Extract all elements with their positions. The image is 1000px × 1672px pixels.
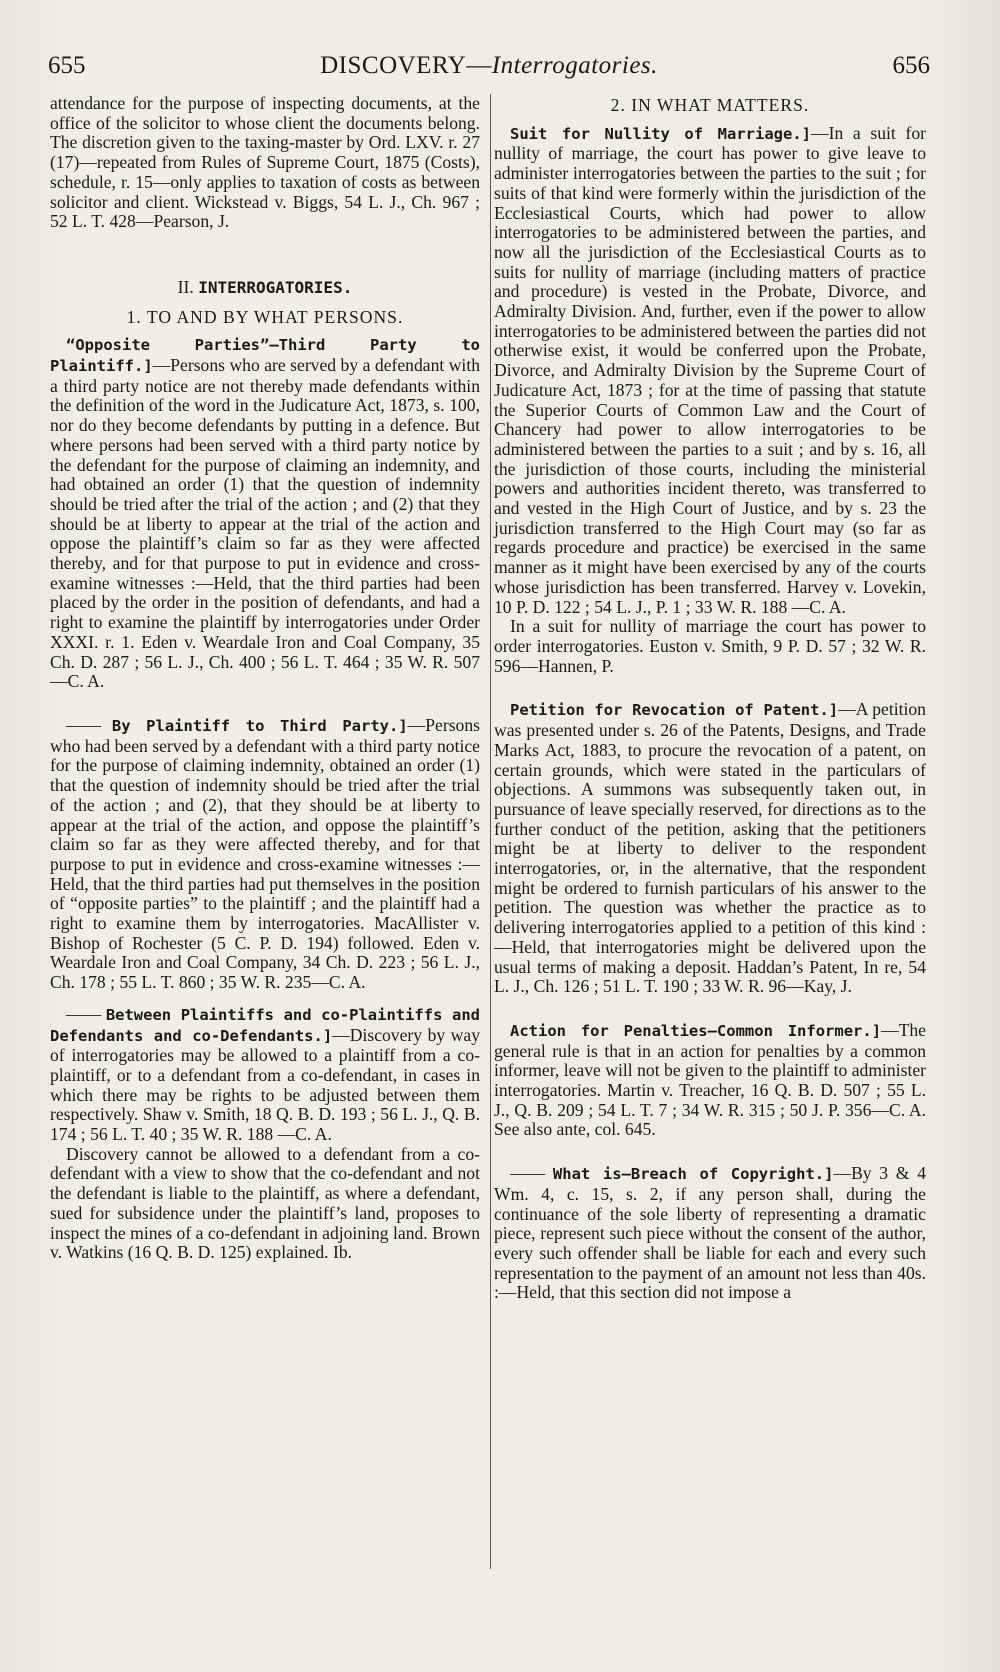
running-title-main: DISCOVERY— <box>320 52 492 79</box>
entry-heading: Action for Penalties—Common Informer.] <box>510 1021 882 1040</box>
section-title: INTERROGATORIES. <box>198 277 353 297</box>
column-left <box>50 94 480 1263</box>
entry-heading: Suit for Nullity of Marriage.] <box>510 124 811 143</box>
running-header <box>48 46 930 86</box>
entry-penalties-informer <box>494 1021 926 1140</box>
entry-co-plaintiffs <box>50 1005 480 1145</box>
entry-dash: —— <box>66 714 102 735</box>
entry-heading: Petition for Revocation of Patent.] <box>510 701 839 720</box>
entry-heading: Between Plaintiffs and co-Plaintiffs and Defendants and co-Defendants.] <box>50 1005 480 1045</box>
running-title-italic: Interrogatories. <box>491 52 658 79</box>
entry-text: —A petition was presented under s. 26 of the Patents, Designs, and Trade Marks Act, 1883, to procure the revocation of a patent, on certain grounds, which were stated in the particulars of objections. A summons was subsequently taken out, in pursuance of leave specially reserved, for directions as to the further conduct of the petition, asking that the petitioners might be at liberty to deliver to the respondent interrogatories, or, in the alternative, that the respondent might be ordered to furnish particulars of his answer to the petition. The question was whether the practice as to delivering interrogatories applied to a petition of this kind :—Held, that interrogatories might be delivered upon the usual terms of making a deposit. Haddan’s Patent, In re, 54 L. J., Ch. 126 ; 51 L. T. 190 ; 33 W. R. 96—Kay, J. <box>494 699 926 997</box>
column-right <box>494 94 926 1303</box>
entry-opposite-parties <box>50 335 480 692</box>
entry-heading: By Plaintiff to Third Party.] <box>111 716 408 735</box>
entry-text: —Discovery by way of interrogatories may be allowed to a plaintiff from a co-plaintiff, or to a defendant from a co-defendant, in cases in which there may be rights to be adjusted between them respectively. Shaw v. Smith, 18 Q. B. D. 193 ; 56 L. J., Q. B. 174 ; 56 L. T. 40 ; 35 W. R. 188 —C. A. <box>50 1024 480 1145</box>
page-number-left: 655 <box>48 52 86 79</box>
column-divider <box>490 94 491 1569</box>
running-title <box>48 52 930 80</box>
entry-co-defendant-discovery: Discovery cannot be allowed to a defendant from a co-defendant with a view to show that the co-defendant and not the defendant is liable to the plaintiff, as where a defendant, sued for subsidence under the plaintiff’s land, proposes to inspect the mines of a co-defendant in adjoining land. Brown v. Watkins (16 Q. B. D. 125) explained. Ib. <box>50 1143 480 1263</box>
entry-revocation-of-patent <box>494 700 926 997</box>
section-heading <box>50 278 480 298</box>
entry-text: —Persons who had been served by a defendant with a third party notice for the purpose of claiming indemnity, obtained an order (1) that the question of indemnity should be tried after the trial of the action ; and (2), that they should be at liberty to appear at the trial of the action, and oppose the plaintiff’s claim so far as they were affected thereby, and for that purpose to put in evidence and cross-examine witnesses :—Held, that the third parties had put themselves in the position of “opposite parties” to the plaintiff ; and the plaintiff had a right to examine them by interrogatories. MacAllister v. Bishop of Rochester (5 C. P. D. 194) followed. Eden v. Weardale Iron and Coal Company, 34 Ch. D. 223 ; 56 L. J., Ch. 178 ; 55 L. T. 860 ; 35 W. R. 235—C. A. <box>50 714 480 993</box>
entry-text: —In a suit for nullity of marriage, the court has power to give leave to administer interrogatories between the parties to the suit ; for suits of that kind were formerly within the jurisdiction of the Ecclesiastical Courts, which had power to allow interrogatories to be administered between the parties, and now all the jurisdiction of the Ecclesiastical Courts as to suits for nullity of marriage (including matters of practice and procedure) is vested in the Probate, Divorce, and Admiralty Division. And, further, even if the power to allow interrogatories to be administered between the parties did not otherwise exist, it would be conferred upon the Probate, Divorce, and Admiralty Division by the Supreme Court of Judicature Act, 1873 ; for at the time of passing that statute the Superior Courts of Common Law and the Court of Chancery had power to allow interrogatories to be administered between the parties to a suit ; and by s. 16, all the jurisdiction of those courts, including the ministerial powers and authorities incident thereto, was transferred to and vested in the High Court of Justice, and by s. 23 the jurisdiction transferred to the High Court may (so far as regards procedure and practice) be exercised in the same manner as it might have been exercised by any of the courts whose jurisdiction has been transferred. Harvey v. Lovekin, 10 P. D. 122 ; 54 L. J., P. 1 ; 33 W. R. 188 —C. A. <box>494 122 926 617</box>
subsection-heading-persons: 1. TO AND BY WHAT PERSONS. <box>126 306 404 327</box>
page-number-right: 656 <box>892 52 930 79</box>
entry-heading: What is—Breach of Copyright.] <box>552 1165 834 1184</box>
entry-heading: “Opposite Parties”—Third Party to Plaintiff.] <box>50 336 480 376</box>
entry-nullity-of-marriage <box>494 124 926 618</box>
entry-text: —The general rule is that in an action for penalties by a common informer, leave will not be given to the plaintiff to administer interrogatories. Martin v. Treacher, 16 Q. B. D. 507 ; 55 L. J., Q. B. 209 ; 54 L. T. 7 ; 34 W. R. 315 ; 50 J. P. 356—C. A. See also ante, col. 645. <box>494 1019 926 1140</box>
intro-paragraph: attendance for the purpose of inspecting documents, at the office of the solicitor to whose client the documents belong. The discretion given to the taxing-master by Ord. LXV. r. 27 (17)—repeated from Rules of Supreme Court, 1875 (Costs), schedule, r. 15—only applies to taxation of costs as between solicitor and client. Wickstead v. Biggs, 54 L. J., Ch. 967 ; 52 L. T. 428—Pearson, J. <box>50 93 480 232</box>
entry-dash: —— <box>510 1163 546 1184</box>
entry-text: —By 3 & 4 Wm. 4, c. 15, s. 2, if any person shall, during the continuance of the sole liberty of representing a dramatic piece, represent such piece without the consent of the author, every such offender shall be liable for each and every such representation to the payment of an amount not less than 40s. :—Held, that this section did not impose a <box>494 1163 926 1303</box>
entry-nullity-order: In a suit for nullity of marriage the court has power to order interrogatories. Euston v. Smith, 9 P. D. 57 ; 32 W. R. 596—Hannen, P. <box>494 616 926 676</box>
subsection-heading-matters: 2. IN WHAT MATTERS. <box>610 95 810 115</box>
entry-breach-of-copyright <box>494 1164 926 1303</box>
entry-text: —Persons who are served by a defendant with a third party notice are not thereby made defendants within the definition of the word in the Judicature Act, 1873, s. 100, nor do they become defendants by putting in a defence. But where persons had been served with a third party notice by the defendant for the purpose of claiming an indemnity, and had obtained an order (1) that the question of indemnity should be tried after the trial of the action ; and (2) that they should be at liberty to appear at the trial of the action and oppose the plaintiff’s claim so far as they were affected thereby, and for that purpose to put in evidence and cross-examine witnesses :—Held, that the third parties had been placed by the order in the position of defendants, and had a right to examine the plaintiff by interrogatories under Order XXXI. r. 1. Eden v. Weardale Iron and Coal Company, 35 Ch. D. 287 ; 56 L. J., Ch. 400 ; 56 L. T. 464 ; 35 W. R. 507—C. A. <box>50 355 480 692</box>
section-numeral: II. <box>177 276 194 297</box>
entry-plaintiff-third-party <box>50 716 480 993</box>
entry-dash: —— <box>66 1003 102 1024</box>
